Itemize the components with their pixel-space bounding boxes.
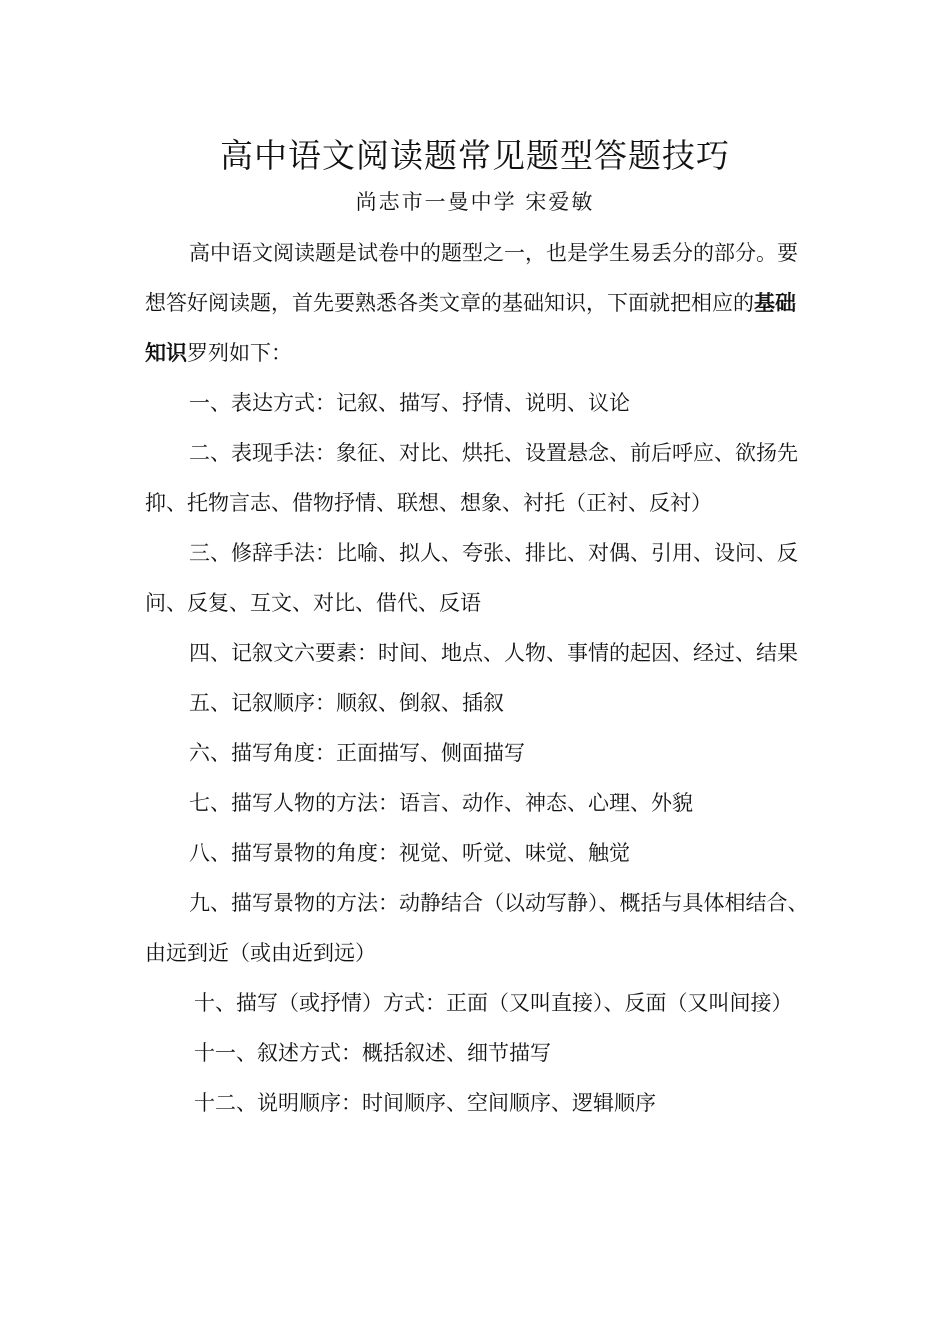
intro-text-after: 罗列如下： [187, 341, 292, 365]
intro-emphasis: 基础知识 [145, 291, 796, 365]
list-item: 八、描写景物的角度：视觉、听觉、味觉、触觉 [189, 841, 630, 865]
document-title: 高中语文阅读题常见题型答题技巧 [220, 136, 730, 175]
list-item: 七、描写人物的方法：语言、动作、神态、心理、外貌 [189, 791, 693, 815]
author-line: 尚志市一曼中学 宋爱敏 [355, 190, 595, 214]
list-item: 二、表现手法：象征、对比、烘托、设置悬念、前后呼应、欲扬先抑、托物言志、借物抒情、联想、想象、衬托（正衬、反衬） [145, 441, 798, 515]
list-item: 九、描写景物的方法：动静结合（以动写静）、概括与具体相结合、由远到近（或由近到远） [145, 891, 809, 965]
list-item: 三、修辞手法：比喻、拟人、夸张、排比、对偶、引用、设问、反问、反复、互文、对比、借代、反语 [145, 541, 798, 615]
list-item: 十、描写（或抒情）方式：正面（又叫直接）、反面（又叫间接） [194, 991, 793, 1015]
list-item: 五、记叙顺序：顺叙、倒叙、插叙 [189, 691, 504, 715]
intro-paragraph [145, 228, 815, 378]
list-item: 六、描写角度：正面描写、侧面描写 [189, 741, 525, 765]
document-body [145, 228, 815, 1128]
intro-text-before: 高中语文阅读题是试卷中的题型之一，也是学生易丢分的部分。要想答好阅读题，首先要熟悉各类文章的基础知识，下面就把相应的 [145, 241, 798, 315]
list-item: 四、记叙文六要素：时间、地点、人物、事情的起因、经过、结果 [189, 641, 798, 665]
list-item: 一、表达方式：记叙、描写、抒情、说明、议论 [189, 391, 630, 415]
list-item: 十一、叙述方式：概括叙述、细节描写 [194, 1041, 551, 1065]
list-item: 十二、说明顺序：时间顺序、空间顺序、逻辑顺序 [194, 1091, 656, 1115]
